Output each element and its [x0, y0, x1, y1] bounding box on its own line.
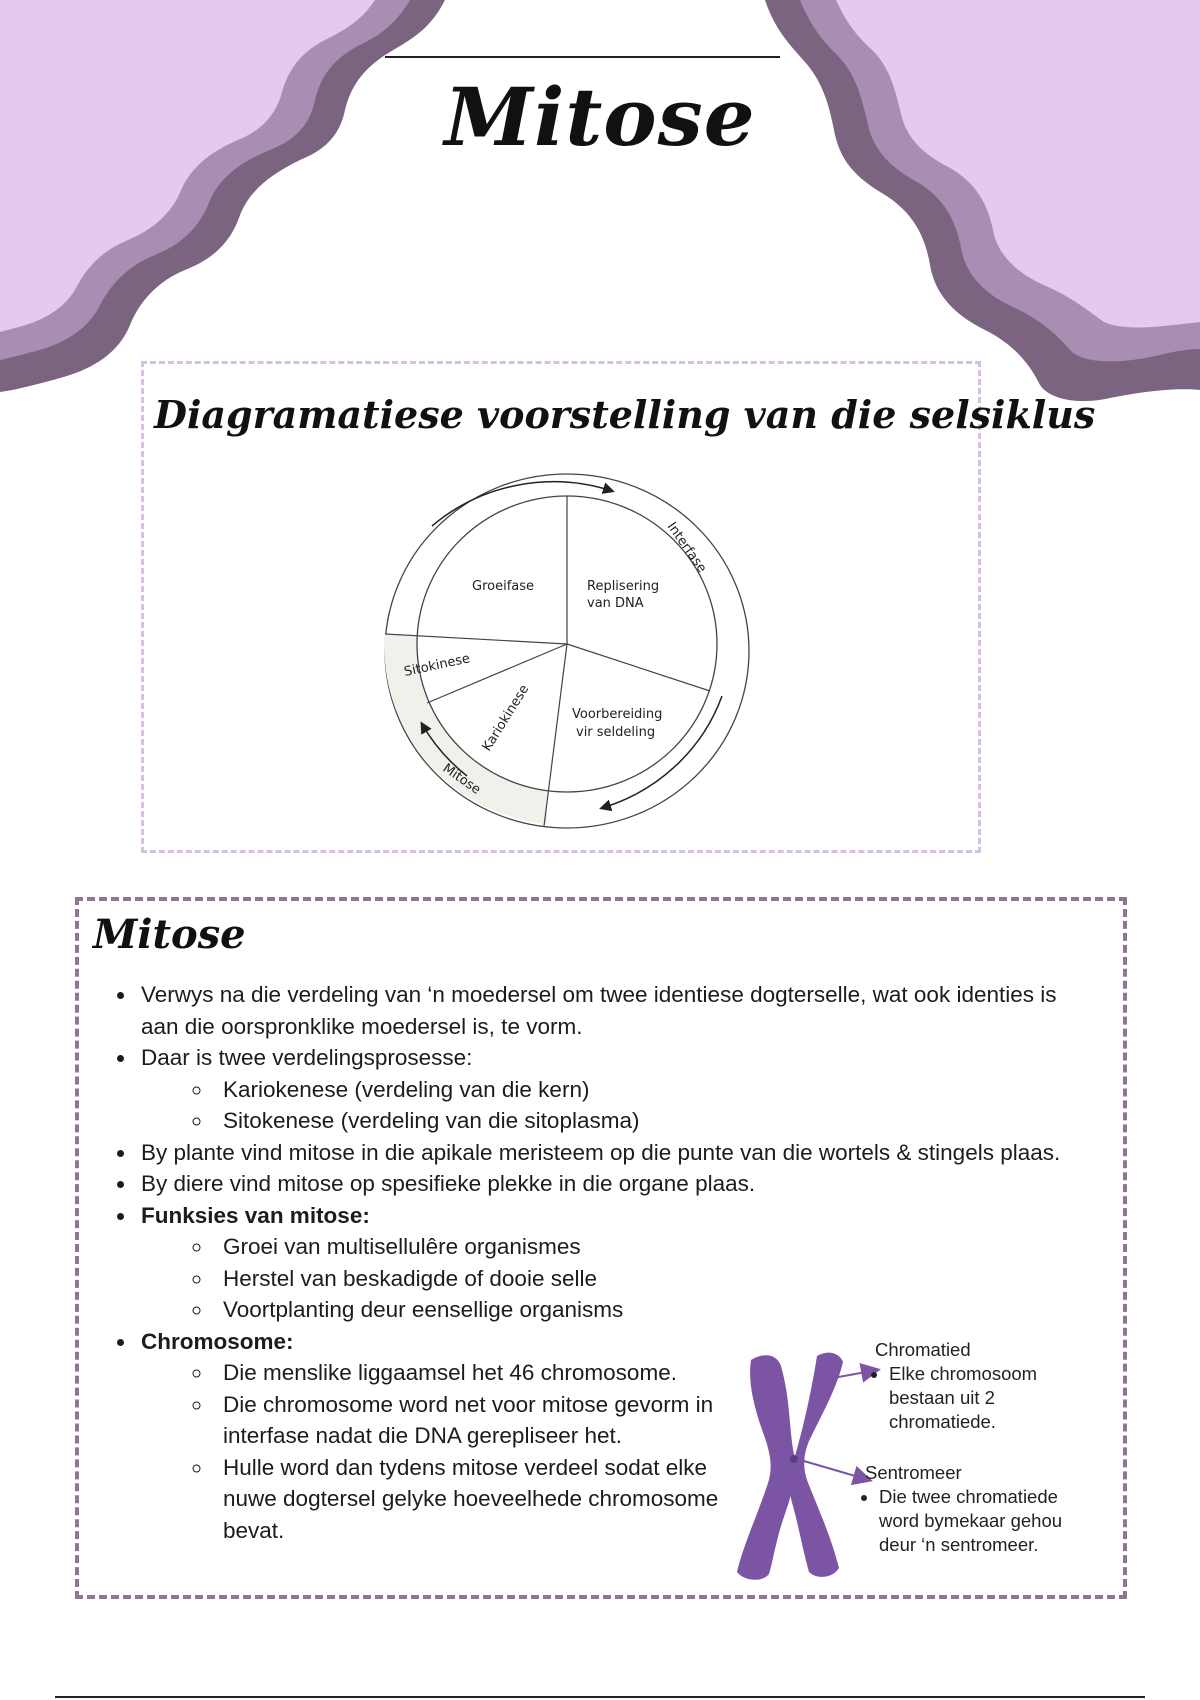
- cell-cycle-heading: Diagramatiese voorstelling van die selsiklus: [154, 392, 1096, 437]
- sub-item: ◦ Groei van multisellulêre organismes: [213, 1231, 1097, 1263]
- bottom-rule: [55, 1696, 1145, 1698]
- mitose-notes-box: [75, 897, 1127, 1599]
- sub-item: ◦ Kariokenese (verdeling van die kern): [213, 1074, 1097, 1106]
- chromatid-note-list: [875, 1362, 1065, 1434]
- chromatid-note: • Elke chromosoom bestaan uit 2 chromatiede.: [889, 1362, 1065, 1434]
- ring-label-interfase: Interfase: [663, 519, 710, 576]
- cell-cycle-diagram: [362, 466, 772, 836]
- decorative-corner-waves: [0, 0, 1200, 420]
- top-rule: [385, 56, 780, 58]
- sub-item: ◦ Herstel van beskadigde of dooie selle: [213, 1263, 1097, 1295]
- chromatid-left: [737, 1355, 796, 1580]
- page-title: Mitose: [444, 70, 756, 164]
- segment-label-replisering-1: Replisering: [587, 579, 660, 594]
- divider-lower-left: [427, 644, 567, 703]
- sub-list-processes: [141, 1074, 1097, 1137]
- mitose-section-heading: Mitose: [93, 911, 246, 958]
- divider-bottom: [544, 644, 567, 826]
- segment-label-voorbereiding-2: vir seldeling: [576, 725, 656, 740]
- bullet-processes: • Daar is twee verdelingsprosesse: ◦ Kariokenese (verdeling van die kern) ◦ Sitokenese (verdeling van die sitoplasma): [137, 1042, 1097, 1137]
- sub-list-chromosomes: [141, 1357, 753, 1546]
- segment-label-kariokinese: Kariokinese: [479, 682, 533, 755]
- bullet-definition: • Verwys na die verdeling van ‘n moedersel om twee identiese dogterselle, wat ook identies is aan die oorspronklike moedersel is, te vorm.: [137, 979, 1097, 1042]
- centromere: [790, 1455, 798, 1463]
- bullet-plants: • By plante vind mitose in die apikale meristeem op die punte van die wortels & stingels plaas.: [137, 1137, 1097, 1169]
- sub-item: ◦ Voortplanting deur eensellige organisms: [213, 1294, 1097, 1326]
- chromatid-annotation: [875, 1338, 1065, 1434]
- centromere-note-list: [865, 1485, 1101, 1557]
- centromere-label: Sentromeer: [865, 1462, 962, 1483]
- sub-item: ◦ Sitokenese (verdeling van die sitoplasma): [213, 1105, 1097, 1137]
- bullet-functions: • Funksies van mitose: ◦ Groei van multisellulêre organismes ◦ Herstel van beskadigde of dooie selle ◦ Voortplanting deur eensellige organisms: [137, 1200, 1097, 1326]
- bullet-chromosomes: • Chromosome: ◦ Die menslike liggaamsel het 46 chromosome. ◦ Die chromosome word net voor mitose gevorm in interfase nadat die DNA gerepliseer het. ◦ Hulle word dan tydens mitose verdeel sodat elke nuwe dogtersel gelyke hoeveelhede chromosome bevat.: [137, 1326, 1097, 1547]
- sub-item: ◦ Hulle word dan tydens mitose verdeel sodat elke nuwe dogtersel gelyke hoeveelhede chromosome bevat.: [213, 1452, 753, 1547]
- segment-label-sitokinese: Sitokinese: [402, 651, 472, 680]
- interfase-arrow-top: [432, 482, 612, 526]
- sub-list-functions: [141, 1231, 1097, 1326]
- segment-label-replisering-2: van DNA: [587, 596, 644, 611]
- ring-label-mitose: Mitose: [439, 760, 484, 798]
- sub-item: ◦ Die chromosome word net voor mitose gevorm in interfase nadat die DNA gerepliseer het.: [213, 1389, 753, 1452]
- bullet-animals: • By diere vind mitose op spesifieke plekke in die organe plaas.: [137, 1168, 1097, 1200]
- segment-label-groeifase: Groeifase: [472, 579, 535, 594]
- cell-cycle-box: [141, 361, 1096, 853]
- centromere-annotation: [865, 1461, 1101, 1557]
- chromatid-label: Chromatied: [875, 1339, 971, 1360]
- sub-item: ◦ Die menslike liggaamsel het 46 chromosome.: [213, 1357, 753, 1389]
- centromere-note: • Die twee chromatiede word bymekaar gehou deur ‘n sentromeer.: [879, 1485, 1101, 1557]
- segment-label-voorbereiding-1: Voorbereiding: [572, 707, 663, 722]
- divider-right: [567, 644, 710, 691]
- centromere-arrow: [797, 1459, 869, 1480]
